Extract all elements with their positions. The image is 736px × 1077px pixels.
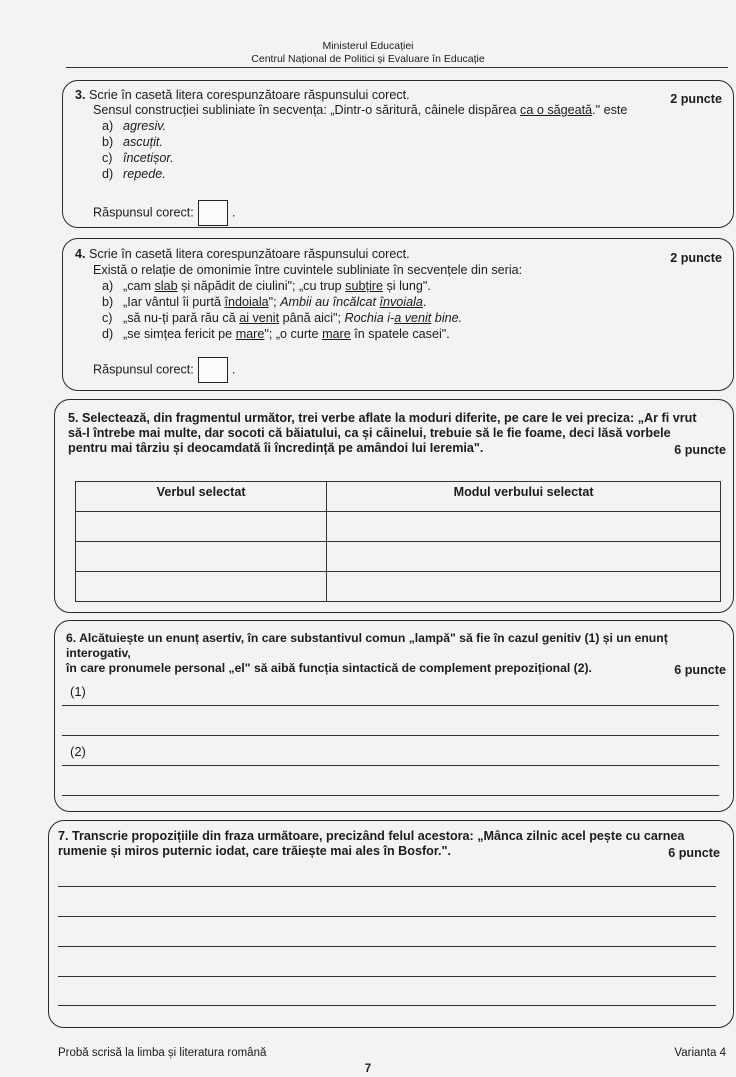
question-3 — [75, 88, 726, 106]
write-line[interactable] — [58, 916, 716, 917]
option-text: până aici"; — [279, 311, 345, 325]
ministry-name: Ministerul Educației — [322, 40, 414, 52]
answer-row-4 — [93, 357, 235, 383]
column-header-mode: Modul verbului selectat — [327, 482, 721, 512]
question-text: pentru mai târziu și deocamdată îi încredință pe amândoi lui Ieremia". — [68, 441, 484, 455]
column-header-verb: Verbul selectat — [76, 482, 327, 512]
answer-label: Răspunsul corect: — [93, 362, 194, 377]
option-letter: d) — [102, 167, 114, 181]
answer-row-3 — [93, 200, 235, 226]
option-italic-text: bine. — [431, 311, 463, 325]
page-number: 7 — [364, 1063, 372, 1075]
option-text: "; — [268, 295, 281, 309]
underlined-word: învoiala — [379, 295, 423, 309]
answer-label: Răspunsul corect: — [93, 205, 194, 220]
option-letter: b) — [102, 135, 114, 149]
table-row — [76, 572, 721, 602]
option-text: „să nu-ți pară rău că — [123, 311, 240, 325]
question-number: 7. — [58, 829, 69, 843]
option-text: „cam — [123, 279, 155, 293]
points: 6 puncte — [674, 443, 726, 457]
question-text: rumenie și miros puternic iodat, care trăiește mai ales în Bosfor.". — [58, 844, 452, 858]
table-cell[interactable] — [76, 512, 327, 542]
option-text: . — [422, 295, 427, 309]
option-letter: a) — [102, 119, 114, 133]
underlined-word: slab — [154, 279, 178, 293]
footer-exam-title: Probă scrisă la limba și literatura română — [58, 1047, 267, 1059]
points: 6 puncte — [668, 846, 720, 860]
underlined-word: ai venit — [239, 311, 280, 325]
question-text: să-l întrebe mai multe, dar socoti că băiatului, ca și câinelui, trebuie să le fie foame, deci lăsă vorbele — [68, 426, 671, 440]
underlined-word: mare — [322, 327, 351, 341]
option-text: repede. — [123, 167, 166, 181]
option-d — [102, 167, 166, 182]
table-cell[interactable] — [327, 572, 721, 602]
option-text: ascuțit. — [123, 135, 163, 149]
underlined-word: mare — [235, 327, 265, 341]
answer-box[interactable] — [198, 200, 228, 226]
option-text: în spatele casei". — [350, 327, 450, 341]
question-number: 5. — [68, 411, 79, 425]
question-text: Alcătuiește un enunț asertiv, în care substantivul comun „lampă" să fie în cazul genitiv (1) și un enunț interogativ, — [66, 631, 668, 660]
write-line[interactable] — [58, 886, 716, 887]
option-text: și năpădit de ciulini"; „cu trup — [177, 279, 346, 293]
write-line[interactable] — [62, 735, 719, 736]
question-text: Transcrie propozițiile din fraza următoare, precizând felul acestora: „Mânca zilnic acel pește cu carnea — [72, 829, 685, 843]
option-c — [102, 311, 462, 326]
prompt-text: Sensul construcției subliniate în secvența: „Dintr-o săritură, câinele dispărea — [93, 103, 521, 117]
table-header-row — [76, 482, 721, 512]
question-3-prompt — [93, 103, 733, 118]
table-row — [76, 542, 721, 572]
option-text: "; „o curte — [264, 327, 323, 341]
answer-end: . — [231, 205, 236, 220]
points: 2 puncte — [670, 92, 722, 106]
option-letter: c) — [102, 151, 113, 165]
answer-end: . — [231, 362, 236, 377]
points: 2 puncte — [670, 251, 722, 265]
center-name: Centrul Național de Politici și Evaluare în Educație — [251, 53, 485, 65]
option-text: „Iar vântul îi purtă — [123, 295, 225, 309]
write-line[interactable] — [58, 946, 716, 947]
option-a — [102, 279, 431, 294]
table-row — [76, 512, 721, 542]
document-header — [0, 40, 736, 66]
question-text: în care pronumele personal „el" să aibă funcția sintactică de complement prepozițional (2). — [66, 661, 592, 675]
question-4-prompt: Există o relație de omonimie între cuvintele subliniate în secvențele din seria: — [93, 263, 523, 277]
option-letter: c) — [102, 311, 113, 325]
question-6 — [66, 631, 730, 676]
option-c — [102, 151, 174, 166]
answer-box[interactable] — [198, 357, 228, 383]
table-cell[interactable] — [76, 572, 327, 602]
option-letter: b) — [102, 295, 114, 309]
option-text: încetișor. — [123, 151, 174, 165]
underlined-word: subțire — [345, 279, 383, 293]
table-cell[interactable] — [327, 512, 721, 542]
header-rule — [66, 67, 728, 68]
option-d — [102, 327, 450, 342]
prompt-underlined: ca o săgeată — [520, 103, 593, 117]
option-letter: a) — [102, 279, 114, 293]
option-b — [102, 135, 163, 150]
underlined-word: a venit — [394, 311, 432, 325]
question-7 — [58, 829, 728, 859]
document-footer — [58, 1046, 726, 1061]
option-b — [102, 295, 426, 310]
label-2: (2) — [70, 744, 86, 759]
option-text: agresiv. — [123, 119, 167, 133]
option-italic-text: Ambii au încălcat — [280, 295, 380, 309]
question-instruction: Scrie în casetă litera corespunzătoare răspunsului corect. — [89, 88, 410, 102]
option-italic-text: Rochia i- — [344, 311, 395, 325]
points: 6 puncte — [674, 663, 726, 677]
write-line[interactable] — [62, 765, 719, 766]
question-4 — [75, 247, 726, 265]
write-line[interactable] — [58, 976, 716, 977]
footer-variant: Varianta 4 — [674, 1047, 726, 1059]
question-number: 3. — [75, 88, 86, 102]
option-a — [102, 119, 166, 134]
question-text: Selectează, din fragmentul următor, trei verbe aflate la moduri diferite, pe care le vei preciza: „Ar fi vrut — [82, 411, 697, 425]
question-number: 6. — [66, 631, 77, 645]
option-letter: d) — [102, 327, 114, 341]
write-line[interactable] — [62, 795, 719, 796]
table-cell[interactable] — [327, 542, 721, 572]
label-1: (1) — [70, 684, 86, 699]
prompt-text-end: ." este — [592, 103, 628, 117]
write-line[interactable] — [62, 705, 719, 706]
write-line[interactable] — [58, 1005, 716, 1006]
question-instruction: Scrie în casetă litera corespunzătoare răspunsului corect. — [89, 247, 410, 261]
option-text: și lung". — [382, 279, 431, 293]
option-text: „se simțea fericit pe — [123, 327, 236, 341]
table-cell[interactable] — [76, 542, 327, 572]
answer-table — [75, 481, 721, 602]
underlined-word: îndoiala — [224, 295, 269, 309]
question-5 — [68, 411, 730, 456]
question-number: 4. — [75, 247, 86, 261]
